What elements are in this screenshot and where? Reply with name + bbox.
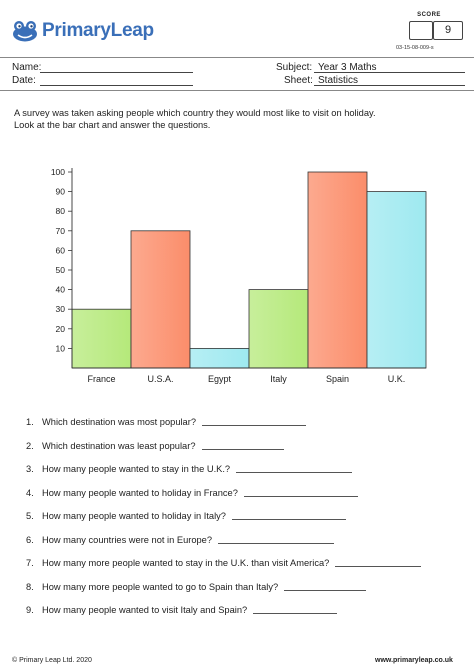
instructions-line-2: Look at the bar chart and answer the questions. [14,120,211,130]
question-number: 5. [26,511,34,521]
bar-france [72,309,131,368]
answer-line[interactable] [236,471,352,473]
question-number: 4. [26,487,34,498]
y-tick-label: 40 [55,284,65,295]
date-field[interactable] [40,74,193,86]
answer-line[interactable] [284,589,366,591]
answer-line[interactable] [335,565,421,567]
footer-url[interactable]: www.primaryleap.co.uk [375,657,453,664]
question-6 [26,535,334,545]
subject-label: Subject: [276,62,313,73]
brand-name: PrimaryLeap [42,20,154,41]
answer-line[interactable] [232,518,346,520]
question-text: Which destination was least popular? [42,440,196,451]
footer-copyright: © Primary Leap Ltd. 2020 [12,657,92,664]
x-tick-label: Italy [270,374,287,384]
subject-value: Year 3 Maths [318,62,377,73]
bar-italy [249,290,308,368]
question-number: 1. [26,417,34,427]
header-bottom-rule [0,90,474,91]
question-number: 7. [26,558,34,568]
question-number: 3. [26,464,34,474]
sheet-label: Sheet: [284,75,313,86]
score-label: SCORE [417,12,441,18]
bar-spain [308,172,367,368]
question-number: 8. [26,581,34,592]
score-value: 9 [433,21,463,40]
question-text: How many people wanted to holiday in Italy? [42,511,226,521]
worksheet-code: 03-15-08-009-s [396,45,434,51]
x-tick-label: U.K. [387,374,406,384]
y-tick-label: 60 [55,245,65,256]
bar-usa [131,231,190,368]
question-3 [26,464,352,474]
answer-line[interactable] [202,448,284,450]
date-label: Date: [12,75,36,86]
question-number: 9. [26,605,34,615]
y-tick-label: 100 [50,167,65,177]
y-tick-label: 10 [55,343,65,354]
bar-uk [367,192,426,368]
y-tick-label: 50 [55,265,65,275]
question-9 [26,605,337,615]
question-text: How many people wanted to holiday in France? [42,487,238,498]
x-tick-label: U.S.A. [147,374,174,384]
score-box [409,21,463,40]
instructions [14,107,464,131]
bar-chart-svg [36,158,436,390]
score-empty-cell [409,21,433,40]
y-tick-label: 80 [55,206,65,217]
question-number: 6. [26,534,34,545]
header-top-rule [0,57,474,58]
frog-logo-icon [12,20,38,42]
name-field[interactable] [40,61,193,73]
question-4 [26,488,358,498]
question-8 [26,582,366,592]
bar-egypt [190,348,249,368]
answer-line[interactable] [253,612,337,614]
y-tick-label: 30 [55,304,65,315]
x-tick-label: Spain [325,374,350,384]
answer-line[interactable] [202,424,306,426]
y-tick-label: 20 [55,323,65,334]
question-text: How many more people wanted to go to Spain than Italy? [42,581,279,592]
answer-line[interactable] [218,542,334,544]
bar-chart [36,158,436,395]
x-tick-label: Egypt [207,374,232,384]
y-tick-label: 70 [55,225,65,236]
question-5 [26,511,346,521]
question-number: 2. [26,440,34,451]
question-7 [26,558,421,568]
name-label: Name: [12,62,42,73]
question-2 [26,441,284,451]
y-tick-label: 90 [55,186,65,197]
sheet-value: Statistics [318,75,359,86]
question-text: How many countries were not in Europe? [42,534,213,545]
instructions-line-1: A survey was taken asking people which country they would most like to visit on holiday. [14,108,376,118]
question-text: How many people wanted to visit Italy and Spain? [42,605,248,615]
x-tick-label: France [87,374,116,384]
question-1 [26,417,306,427]
brand-logo [12,20,154,42]
question-text: Which destination was most popular? [42,417,196,427]
question-text: How many more people wanted to stay in the U.K. than visit America? [42,558,330,568]
answer-line[interactable] [244,495,358,497]
question-text: How many people wanted to stay in the U.K.? [42,464,231,474]
